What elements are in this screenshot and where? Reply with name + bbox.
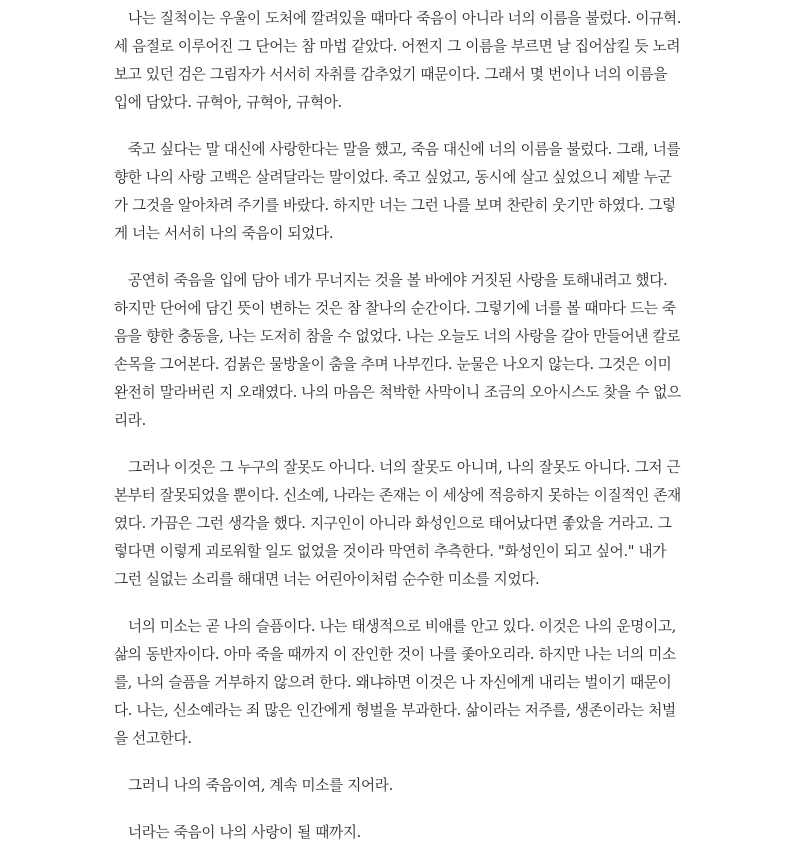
paragraph-1: 나는 질척이는 우울이 도처에 깔려있을 때마다 죽음이 아니라 너의 이름을 불렀다. 이규혁. 세 음절로 이루어진 그 단어는 참 마법 같았다. 어쩐지 그 이름을 부르면 날 집어삼킬 듯 노려보고 있던 검은 그림자가 서서히 자취를 감추었기 때문이다. 그래서 몇 번이나 너의 이름을 입에 담았다. 규혁아, 규혁아, 규혁아. (114, 10, 682, 111)
paragraph-3: 공연히 죽음을 입에 담아 네가 무너지는 것을 볼 바에야 거짓된 사랑을 토해내려고 했다. 하지만 단어에 담긴 뜻이 변하는 것은 참 찰나의 순간이다. 그렇기에 너를 볼 때마다 드는 죽음을 향한 충동을, 나는 도저히 참을 수 없었다. 나는 오늘도 너의 사랑을 갈아 만들어낸 칼로 손목을 그어본다. 검붉은 물방울이 춤을 추며 나부낀다. 눈물은 나오지 않는다. 그것은 이미 완전히 말라버린 지 오래였다. 나의 마음은 척박한 사막이니 조금의 오아시스도 찾을 수 없으리라. (114, 272, 681, 429)
paragraph-4: 그러나 이것은 그 누구의 잘못도 아니다. 너의 잘못도 아니며, 나의 잘못도 아니다. 그저 근본부터 잘못되었을 뿐이다. 신소예, 나라는 존재는 이 세상에 적응하지 못하는 이질적인 존재였다. 가끔은 그런 생각을 했다. 지구인이 아니라 화성인으로 태어났다면 좋았을 거라고. 그렇다면 이렇게 괴로워할 일도 없었을 것이라 막연히 추측한다. "화성인이 되고 싶어." 내가 그런 실없는 소리를 해대면 너는 어린아이처럼 순수한 미소를 지었다. (114, 459, 681, 588)
paragraph-6: 그러니 나의 죽음이여, 계속 미소를 지어라. (128, 777, 393, 794)
paragraph-2: 죽고 싶다는 말 대신에 사랑한다는 말을 했고, 죽음 대신에 너의 이름을 불렀다. 그래, 너를 향한 나의 사랑 고백은 살려달라는 말이었다. 죽고 싶었고, 동시에 살고 싶었으니 제발 누군가 그것을 알아차려 주기를 바랐다. 하지만 너는 그런 나를 보며 찬란히 웃기만 하였다. 그렇게 너는 서서히 나의 죽음이 되었다. (114, 141, 681, 242)
paragraph-5: 너의 미소는 곧 나의 슬픔이다. 나는 태생적으로 비애를 안고 있다. 이것은 나의 운명이고, 삶의 동반자이다. 아마 죽을 때까지 이 잔인한 것이 나를 좇아오리라. 하지만 나는 너의 미소를, 나의 슬픔을 거부하지 않으려 한다. 왜냐하면 이것은 나 자신에게 내리는 벌이기 때문이다. 나는, 신소예라는 죄 많은 인간에게 형벌을 부과한다. 삶이라는 저주를, 생존이라는 처벌을 선고한다. (114, 618, 677, 747)
paragraph-7: 너라는 죽음이 나의 사랑이 될 때까지. (128, 824, 361, 841)
document-body (114, 5, 684, 866)
